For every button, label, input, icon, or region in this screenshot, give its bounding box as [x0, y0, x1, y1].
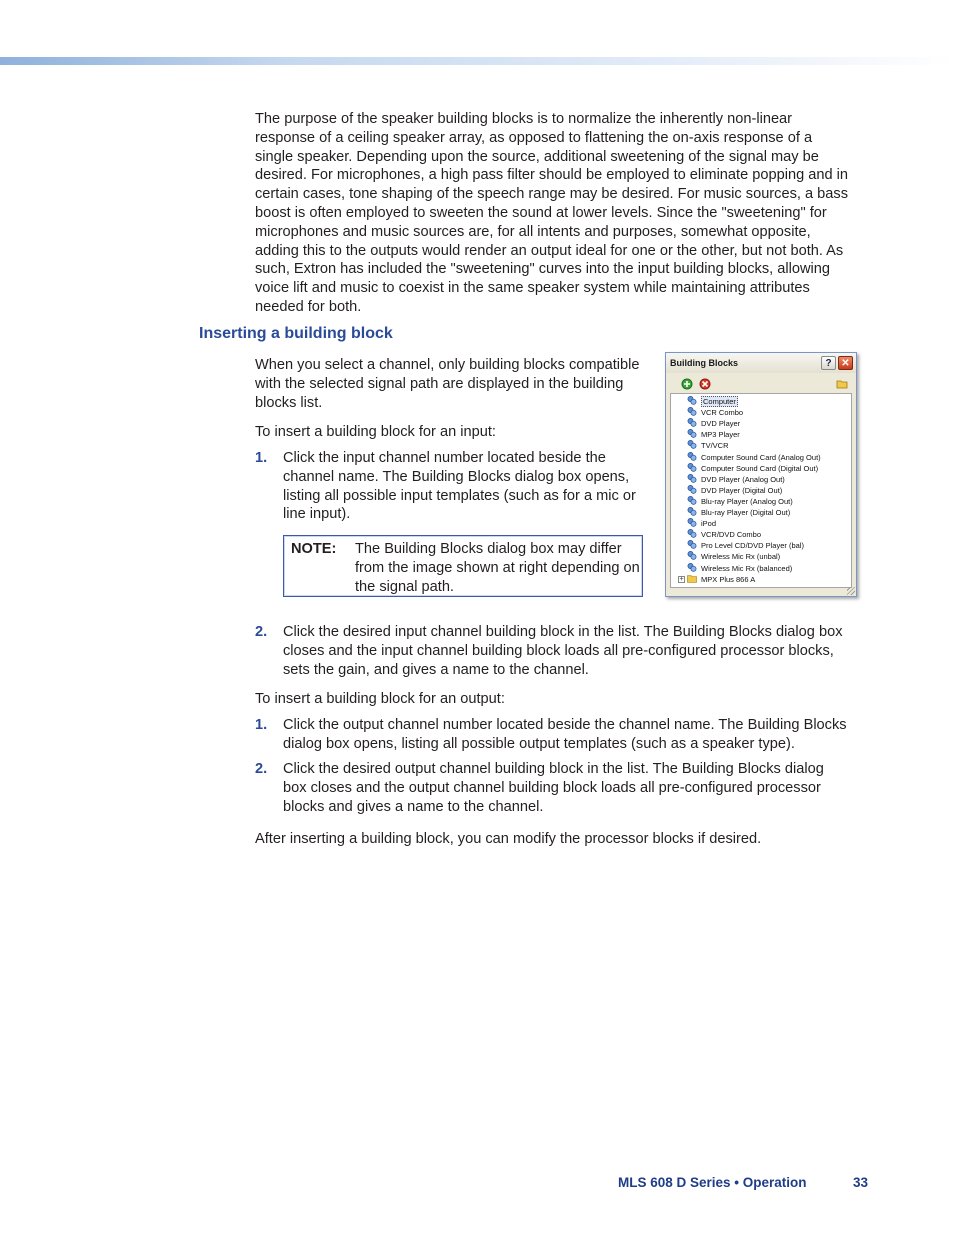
intro-paragraph: The purpose of the speaker building blocks is to normalize the inherently non-linear response of a ceiling speaker array, as opposed to flattening the on-axis response of a single speaker. Depending upon the source, additional sweetening of the signal may be desired. For microphones, a high pass filter should be employed to eliminate popping and in certain cases, tone shaping of the speech range may be desired. For music sources, a bass boost is often employed to sweeten the sound at lower levels. Since the "sweetening" for microphones and music sources are, for all intents and purposes, somewhat opposite, adding this to the outputs would render an output ideal for one or the other, but not both. As such, Extron has included the "sweetening" curves into the input building blocks, allowing voice lift and music to coexist in the same speaker system while maintaining attributes needed for both.	[255, 111, 849, 315]
closing-paragraph: After inserting a building block, you can modify the processor blocks if desired.	[255, 831, 762, 847]
help-button[interactable]: ?	[821, 356, 836, 370]
remove-block-icon[interactable]	[699, 378, 711, 390]
step-number: 2.	[255, 624, 268, 640]
building-blocks-list[interactable]	[670, 393, 852, 588]
list-item[interactable]	[687, 452, 821, 463]
list-item[interactable]	[687, 440, 729, 451]
building-block-icon	[687, 396, 697, 405]
list-item-label: MP3 Player	[701, 430, 740, 440]
list-item-label: VCR Combo	[701, 408, 744, 418]
list-item-label: DVD Player	[701, 419, 741, 429]
list-item-label: MPX Plus 866 A	[701, 574, 756, 584]
list-item-label: Computer Sound Card (Digital Out)	[701, 463, 819, 473]
note-box	[283, 535, 643, 597]
building-block-icon	[687, 463, 697, 472]
building-block-icon	[687, 518, 697, 527]
list-item-label: DVD Player (Digital Out)	[701, 485, 783, 495]
page-number: 33	[853, 1175, 869, 1190]
add-block-icon[interactable]	[681, 378, 693, 390]
building-block-icon	[687, 507, 697, 516]
header-gradient-bar	[0, 57, 954, 65]
list-item-label: VCR/DVD Combo	[701, 530, 762, 540]
section-heading: Inserting a building block	[199, 325, 393, 342]
list-item[interactable]	[687, 529, 761, 540]
list-item[interactable]	[687, 485, 782, 496]
list-item[interactable]	[687, 407, 743, 418]
list-item[interactable]	[687, 551, 780, 562]
list-item-label: TV/VCR	[701, 441, 729, 451]
building-block-icon	[687, 407, 697, 416]
building-block-icon	[687, 440, 697, 449]
select-paragraph: When you select a channel, only building blocks compatible with the selected signal path are displayed in the building blocks list.	[255, 357, 640, 411]
list-item[interactable]	[687, 496, 793, 507]
list-item-label: Wireless Mic Rx (balanced)	[701, 563, 793, 573]
resize-grip-icon[interactable]	[847, 587, 855, 595]
step-text: Click the desired output channel building block in the list. The Building Blocks dialog box closes and the output channel building block loads all pre-configured processor blocks and gives a name to the channel.	[283, 761, 824, 815]
list-item[interactable]	[687, 463, 818, 474]
dialog-title: Building Blocks	[670, 358, 739, 368]
output-intro: To insert a building block for an output:	[255, 691, 505, 707]
list-item[interactable]	[687, 507, 790, 518]
step-text: Click the input channel number located beside the channel name. The Building Blocks dialog box opens, listing all possible input templates (such as for a mic or line input).	[283, 450, 636, 523]
step-number: 2.	[255, 761, 268, 777]
building-block-icon	[687, 540, 697, 549]
list-item-label: DVD Player (Analog Out)	[701, 474, 785, 484]
step-number: 1.	[255, 717, 268, 733]
list-item[interactable]	[687, 396, 738, 407]
building-block-icon	[687, 429, 697, 438]
building-block-icon	[687, 496, 697, 505]
list-item[interactable]	[687, 540, 804, 551]
list-item-label: Computer Sound Card (Analog Out)	[701, 452, 821, 462]
list-item-label: Pro Level CD/DVD Player (bal)	[701, 541, 804, 551]
note-label: NOTE:	[291, 541, 337, 557]
expand-icon[interactable]: +	[679, 575, 684, 583]
building-block-icon	[687, 418, 697, 427]
list-item[interactable]	[687, 563, 792, 574]
list-item[interactable]	[687, 474, 785, 485]
step-text: Click the desired input channel building block in the list. The Building Blocks dialog box closes and the input channel building block loads all pre-configured processor blocks, sets the gain, and gives a name to the channel.	[283, 624, 843, 678]
folder-icon[interactable]	[836, 378, 848, 390]
folder-icon	[687, 574, 697, 583]
dialog-toolbar	[668, 374, 854, 394]
building-block-icon	[687, 474, 697, 483]
building-block-icon	[687, 529, 697, 538]
close-button[interactable]: ✕	[838, 356, 853, 370]
footer-product: MLS 608 D Series • Operation	[618, 1175, 807, 1190]
list-item[interactable]	[687, 418, 740, 429]
building-block-icon	[687, 551, 697, 560]
step-number: 1.	[255, 450, 268, 466]
list-item-label: Blu-ray Player (Digital Out)	[701, 508, 791, 517]
list-item-label: Blu-ray Player (Analog Out)	[701, 496, 793, 506]
step-text: Click the output channel number located beside the channel name. The Building Blocks dialog box opens, listing all possible output templates (such as a speaker type).	[283, 717, 847, 752]
list-item[interactable]	[687, 574, 755, 585]
input-intro: To insert a building block for an input:	[255, 424, 496, 440]
building-blocks-dialog	[665, 352, 857, 597]
list-item[interactable]	[687, 518, 716, 529]
list-item-label: Wireless Mic Rx (unbal)	[701, 552, 781, 562]
list-item-label: iPod	[701, 519, 717, 529]
note-text: The Building Blocks dialog box may differ from the image shown at right depending on the signal path.	[355, 541, 640, 595]
list-item[interactable]	[687, 429, 740, 440]
building-block-icon	[687, 563, 697, 572]
list-item-label: Computer	[703, 397, 736, 406]
building-block-icon	[687, 485, 697, 494]
building-block-icon	[687, 452, 697, 461]
dialog-title-bar	[666, 353, 856, 373]
